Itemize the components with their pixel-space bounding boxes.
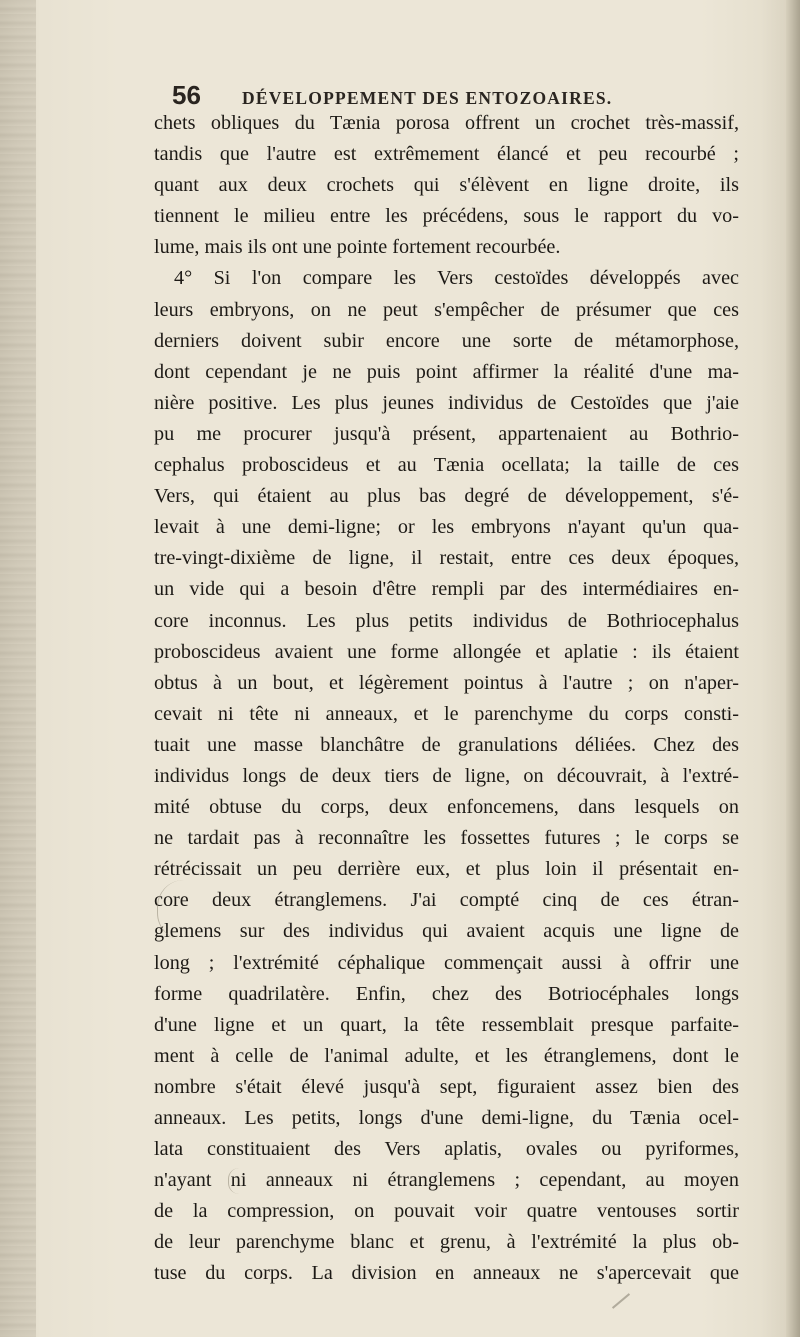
text-line: tuse du corps. La division en anneaux ne s'apercevait que [154, 1262, 739, 1285]
body-text [154, 108, 739, 1290]
page-number: 56 [172, 80, 201, 110]
text-line: core inconnus. Les plus petits individus de Bothriocephalus [154, 609, 739, 632]
text-line: tre-vingt-dixième de ligne, il restait, entre ces deux époques, [154, 547, 739, 570]
text-line: nière positive. Les plus jeunes individus de Cestoïdes que j'aie [154, 391, 739, 414]
text-line: long ; l'extrémité céphalique commençait aussi à offrir une [154, 951, 739, 974]
text-line: rétrécissait un peu derrière eux, et plus loin il présentait en- [154, 858, 739, 881]
text-line: pu me procurer jusqu'à présent, appartenaient au Bothrio- [154, 422, 739, 445]
pencil-bracket-mark [228, 1168, 239, 1194]
text-line: dont cependant je ne puis point affirmer la réalité d'une ma- [154, 360, 739, 383]
text-line: cevait ni tête ni anneaux, et le parenchyme du corps consti- [154, 702, 739, 725]
text-line: tandis que l'autre est extrêmement élancé et peu recourbé ; [154, 143, 739, 166]
text-line: anneaux. Les petits, longs d'une demi-ligne, du Tænia ocel- [154, 1107, 739, 1129]
text-line: core deux étranglemens. J'ai compté cinq de ces étran- [154, 889, 739, 912]
text-line: derniers doivent subir encore une sorte de métamorphose, [154, 329, 739, 352]
text-line: individus longs de deux tiers de ligne, on découvrait, à l'extré- [154, 764, 739, 787]
text-line: quant aux deux crochets qui s'élèvent en ligne droite, ils [154, 174, 739, 197]
text-line: de leur parenchyme blanc et grenu, à l'extrémité la plus ob- [154, 1231, 739, 1254]
text-line: forme quadrilatère. Enfin, chez des Botriocéphales longs [154, 982, 739, 1005]
text-line: obtus à un bout, et légèrement pointus à l'autre ; on n'aper- [154, 671, 739, 694]
text-line: proboscideus avaient une forme allongée et aplatie : ils étaient [154, 640, 739, 663]
text-line: d'une ligne et un quart, la tête ressemblait presque parfaite- [154, 1013, 739, 1036]
text-line: glemens sur des individus qui avaient acquis une ligne de [154, 920, 739, 943]
text-line: cephalus proboscideus et au Tænia ocellata; la taille de ces [154, 454, 739, 477]
page-edge [786, 0, 800, 1337]
text-line: levait à une demi-ligne; or les embryons n'ayant qu'un qua- [154, 516, 739, 539]
text-line: lume, mais ils ont une pointe fortement recourbée. [154, 236, 561, 259]
text-line: un vide qui a besoin d'être rempli par des intermédiaires en- [154, 578, 739, 601]
text-line: lata constituaient des Vers aplatis, ovales ou pyriformes, [154, 1138, 739, 1161]
running-head: DÉVELOPPEMENT DES ENTOZOAIRES. [242, 88, 613, 108]
text-line: tiennent le milieu entre les précédens, sous le rapport du vo- [154, 205, 739, 228]
text-line: leurs embryons, on ne peut s'empêcher de présumer que ces [154, 298, 739, 321]
pencil-stroke-mark [612, 1293, 630, 1309]
text-line: 4° Si l'on compare les Vers cestoïdes développés avec [174, 267, 739, 290]
text-line: ment à celle de l'animal adulte, et les étranglemens, dont le [154, 1044, 739, 1067]
text-line: n'ayant ni anneaux ni étranglemens ; cependant, au moyen [154, 1169, 739, 1192]
text-line: Vers, qui étaient au plus bas degré de développement, s'é- [154, 485, 739, 508]
text-line: de la compression, on pouvait voir quatre ventouses sortir [154, 1200, 739, 1223]
text-line: ne tardait pas à reconnaître les fossettes futures ; le corps se [154, 827, 739, 850]
text-line: mité obtuse du corps, deux enfoncemens, dans lesquels on [154, 796, 739, 819]
book-binding-shadow [0, 0, 36, 1337]
text-line: nombre s'était élevé jusqu'à sept, figuraient assez bien des [154, 1075, 739, 1098]
text-line: tuait une masse blanchâtre de granulations déliées. Chez des [154, 733, 739, 756]
text-line: chets obliques du Tænia porosa offrent un crochet très-massif, [154, 112, 739, 134]
